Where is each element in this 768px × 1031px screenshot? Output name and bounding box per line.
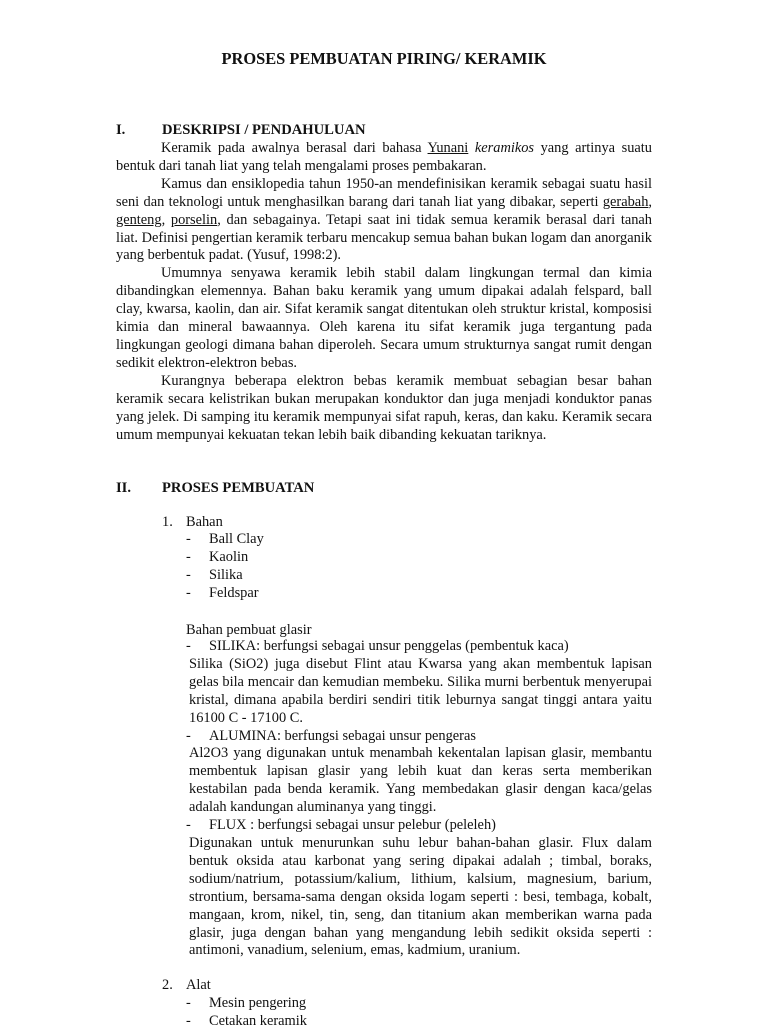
paragraph-2: Kamus dan ensiklopedia tahun 1950-an mendefinisikan keramik sebagai suatu hasil seni dan teknologi untuk menghasilkan barang dari tanah liat yang dibakar, seperti gerabah, genteng, porselin, dan sebagainya. Tetapi saat ini tidak semua keramik berasal dari tanah liat. Definisi pengertian keramik terbaru mencakup semua bahan bukan logam dan anorganik yang berbentuk padat. (Yusuf, 1998:2).: [116, 175, 653, 264]
paragraph-3: Umumnya senyawa keramik lebih stabil dalam lingkungan termal dan kimia dibandingkan elemennya. Bahan baku keramik yang umum dipakai adalah felspard, ball clay, kwarsa, kaolin, dan air. Sifat keramik sangat ditentukan oleh struktur kristal, komposisi kimia dan mineral bawaannya. Oleh karena itu sifat keramik juga tergantung pada lingkungan geologi dimana bahan diperoleh. Secara umum strukturnya sangat rumit dengan sedikit elektron-elektron bebas.: [116, 265, 652, 371]
section-number: II.: [116, 480, 132, 496]
alumina-line: - ALUMINA: berfungsi sebagai unsur pengeras: [186, 727, 476, 744]
link-genteng[interactable]: genteng: [116, 211, 162, 228]
paragraph-4: Kurangnya beberapa elektron bebas keramik membuat sebagian besar bahan keramik secara kelistrikan bukan merupakan konduktor dan juga menjadi konduktor panas yang jelek. Di samping itu keramik mempunyai sifat rapuh, keras, dan kaku. Keramik secara umum mempunyai kekuatan tekan lebih baik dibanding kekuatan tariknya.: [116, 372, 652, 443]
list-item-alat: 2. Alat: [162, 977, 211, 993]
flux-text: Digunakan untuk menurunkan suhu lebur bahan-bahan glasir. Flux dalam bentuk oksida atau karbonat yang sering dipakai adalah ; timbal, boraks, sodium/natrium, potassium/kalium, lithium, kalsium, magnesium, barium, strontium, bersama-sama dengan oksida logam seperti : besi, tembaga, kobalt, mangaan, krom, nikel, tin, seng, dan titanium akan memberikan warna pada glasir, juga dengan bahan yang mengandung lebih sedikit oksida seperti : antimoni, vanadium, selenium, emas, kadmium, uranium.: [189, 834, 652, 959]
section-number: I.: [116, 122, 126, 138]
list-item-bahan: 1. Bahan: [162, 514, 223, 530]
list-item: - Kaolin: [186, 548, 249, 565]
section-heading-2: [116, 479, 314, 497]
flux-line: - FLUX : berfungsi sebagai unsur pelebur (peleleh): [186, 817, 496, 834]
section-title: PROSES PEMBUATAN: [162, 480, 315, 496]
tools-list: [186, 995, 307, 1031]
list-item: - Feldspar: [186, 584, 259, 601]
glaze-materials: [186, 638, 652, 960]
alumina-text: Al2O3 yang digunakan untuk menambah kekentalan lapisan glasir, membantu membentuk lapisan glasir yang lebih kuat dan keras serta memberikan kestabilan pada benda keramik. Yang membedakan glasir dengan kaca/gelas adalah kandungan aluminanya yang tinggi.: [189, 745, 652, 816]
section-1-body: [116, 140, 652, 444]
paragraph-1: Keramik pada awalnya berasal dari bahasa Yunani keramikos yang artinya suatu bentuk dari tanah liat yang telah mengalami proses pembakaran.: [116, 140, 652, 174]
list-item: - Cetakan keramik: [186, 1012, 307, 1029]
list-item: - Ball Clay: [186, 531, 264, 547]
link-yunani[interactable]: Yunani: [427, 140, 469, 156]
materials-list: [186, 531, 264, 603]
link-gerabah[interactable]: gerabah: [602, 193, 649, 210]
list-item: - Silika: [186, 566, 243, 583]
section-title: DESKRIPSI / PENDAHULUAN: [162, 122, 366, 138]
silika-text: Silika (SiO2) juga disebut Flint atau Kwarsa yang akan membentuk lapisan gelas bila mencair dan kemudian membeku. Silika murni berbentuk menyerupai kristal, dimana apabila berdiri sendiri titik leburnya sangat tinggi antara yaitu 16100 C - 17100 C.: [189, 655, 652, 726]
glaze-heading: Bahan pembuat glasir: [186, 622, 312, 638]
list-item: - Mesin pengering: [186, 995, 307, 1011]
silika-line: - SILIKA: berfungsi sebagai unsur penggelas (pembentuk kaca): [186, 638, 569, 654]
section-heading-1: [116, 121, 366, 139]
link-porselin[interactable]: porselin: [170, 211, 218, 228]
page-title: PROSES PEMBUATAN PIRING/ KERAMIK: [221, 49, 547, 68]
italic-keramikos: keramikos: [474, 140, 535, 156]
